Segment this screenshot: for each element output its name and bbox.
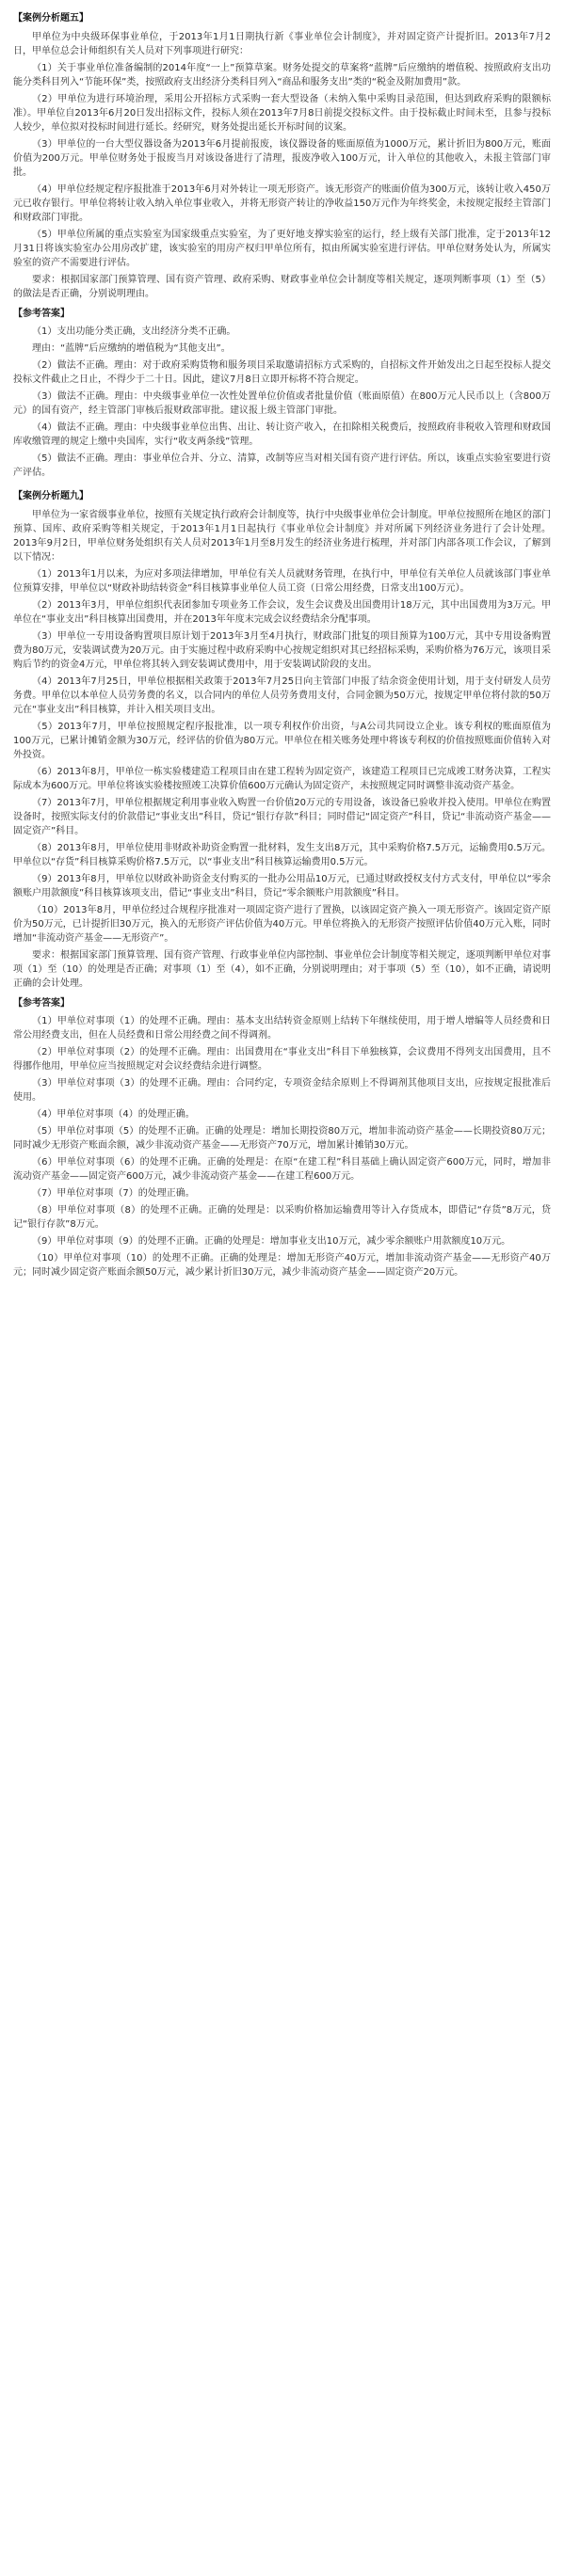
case9-section	[13, 489, 551, 1280]
case9-answer: （9）甲单位对事项（9）的处理不正确。正确的处理是：增加事业支出10万元，减少零余额账户用款额度10万元。	[32, 1236, 511, 1247]
case9-item: （8）2013年8月，甲单位使用非财政补助资金购置一批材料，发生支出8万元，其中采购价格7.5万元，运输费用0.5万元。甲单位以“存货”科目核算采购价格7.5万元，以“事业支出”科目核算运输费用0.5万元。	[13, 843, 551, 867]
case5-answers	[13, 325, 551, 480]
document	[0, 0, 564, 1280]
case9-item: （2）2013年3月，甲单位组织代表团参加专项业务工作会议，发生会议费及出国费用计18万元，其中出国费用为3万元。甲单位在“事业支出”科目核算出国费用，并在2013年年度末完成会议经费结余分配事项。	[13, 600, 551, 625]
case5-title: 【案例分析题五】	[13, 13, 89, 24]
case9-answer: （1）甲单位对事项（1）的处理不正确。理由：基本支出结转资金原则上结转下年继续使用，用于增人增编等人员经费和日常公用经费支出，但在人员经费和日常公用经费之间不得调剂。	[13, 1016, 551, 1041]
case9-answer: （8）甲单位对事项（8）的处理不正确。正确的处理是：以采购价格加运输费用等计入存货成本，即借记“存货”8万元，贷记“银行存款”8万元。	[13, 1205, 551, 1230]
case5-item: （5）甲单位所属的重点实验室为国家级重点实验室，为了更好地支撑实验室的运行，经上级有关部门批准，定于2013年12月31日将该实验室办公用房改扩建，该实验室的用房产权归甲单位所有，拟由所属实验室进行评估。甲单位财务处认为，所属实验室的资产不需要进行评估。	[13, 230, 551, 268]
case9-answer: （3）甲单位对事项（3）的处理不正确。理由：合同约定，专项资金结余原则上不得调剂其他项目支出，应按规定报批准后使用。	[13, 1078, 551, 1103]
case9-answer: （2）甲单位对事项（2）的处理不正确。理由：出国费用在“事业支出”科目下单独核算，会议费用不得列支出国费用，且不得挪作他用，甲单位应当按照规定对会议经费结余进行调整。	[13, 1047, 551, 1072]
case9-answer: （4）甲单位对事项（4）的处理正确。	[32, 1109, 195, 1120]
case9-answer: （10）甲单位对事项（10）的处理不正确。正确的处理是：增加无形资产40万元，增加非流动资产基金——无形资产40万元；同时减少固定资产账面余额50万元，减少累计折旧30万元，减少非流动资产基金——固定资产20万元。	[13, 1253, 551, 1278]
case9-answer-title: 【参考答案】	[13, 998, 70, 1009]
case5-section	[13, 11, 551, 480]
case5-item: （4）甲单位经规定程序报批准于2013年6月对外转让一项无形资产。该无形资产的账面价值为300万元，该转让收入450万元已收存银行。甲单位将转让收入纳入单位事业收入，并将无形资产转让的净收益150万元作为年终奖金，未按规定报经主管部门和财政部门审批。	[13, 184, 551, 223]
case9-item: （6）2013年8月，甲单位一栋实验楼建造工程项目由在建工程转为固定资产，该建造工程项目已完成竣工财务决算，工程实际成本为600万元。甲单位将该实验楼按照竣工决算价值600万元确认为固定资产，未按照规定同时调整非流动资产基金。	[13, 767, 551, 791]
case5-intro: 甲单位为中央级环保事业单位，于2013年1月1日期执行新《事业单位会计制度》，并对固定资产计提折旧。2013年7月2日，甲单位总会计师组织有关人员对下列事项进行研究：	[13, 32, 551, 56]
case5-item: （3）甲单位的一台大型仪器设备为2013年6月提前报废，该仪器设备的账面原值为1000万元，累计折旧为800万元，账面价值为200万元。甲单位财务处于报废当月对该设备进行了清理，报废净收入100万元，计入单位的其他收入，未报主管部门审批。	[13, 139, 551, 178]
case5-answer: 理由：“蓝牌”后应缴纳的增值税为“其他支出”。	[32, 343, 231, 354]
case5-item: （2）甲单位为进行环境治理，采用公开招标方式采购一套大型设备（未纳入集中采购目录范围，但达到政府采购的限额标准）。甲单位自2013年6月20日发出招标文件，投标人须在2013年7月8日前提交投标文件。由于投标截止时间未至，且参与投标人较少，单位拟对投标时间进行延长。经研究，财务处提出延长开标时间的议案。	[13, 94, 551, 133]
case9-answers	[13, 1014, 551, 1280]
case9-item: （9）2013年8月，甲单位以财政补助资金支付购买的一批办公用品10万元，已通过财政授权支付方式支付，甲单位以“零余额账户用款额度”科目核算该项支出，借记“事业支出”科目，贷记“零余额账户用款额度”科目。	[13, 874, 551, 898]
case9-answer: （7）甲单位对事项（7）的处理正确。	[32, 1188, 195, 1199]
case5-answer-title: 【参考答案】	[13, 309, 70, 319]
case9-item: （1）2013年1月以来，为应对多项法律增加，甲单位有关人员就财务管理，在执行中，甲单位有关单位人员就该部门事业单位预算安排，甲单位以“财政补助结转资金”科目核算事业单位人员工资（日常公用经费，日常支出100万元）。	[13, 569, 551, 594]
case9-answer: （5）甲单位对事项（5）的处理不正确。正确的处理是：增加长期投资80万元，增加非流动资产基金——长期投资80万元；同时减少无形资产账面余额，减少非流动资产基金——无形资产70万元，增加累计摊销30万元。	[13, 1126, 551, 1151]
case5-items	[13, 61, 551, 270]
case5-answer: （5）做法不正确。理由：事业单位合并、分立、清算，改制等应当对相关国有资产进行评估。所以，该重点实验室要进行资产评估。	[13, 453, 551, 478]
case5-answer: （2）做法不正确。理由：对于政府采购货物和服务项目采取邀请招标方式采购的，自招标文件开始发出之日起至投标人提交投标文件截止之日止，不得少于二十日。因此，建议7月8日立即开标将不符合规定。	[13, 360, 551, 385]
case9-title: 【案例分析题九】	[13, 491, 89, 501]
case5-item: （1）关于事业单位准备编制的2014年度“一上”预算草案。财务处提交的草案将“蓝牌”后应缴纳的增值税、按照政府支出功能分类科目列入“节能环保”类，按照政府支出经济分类科目列入“商品和服务支出”类的“税金及附加费用”款。	[13, 63, 551, 87]
case9-item: （10）2013年8月，甲单位经过合规程序批准对一项固定资产进行了置换，以该固定资产换入一项无形资产。该固定资产原价为50万元，已计提折旧30万元，换入的无形资产评估价值为40万元。甲单位将换入的无形资产按照评估价值40万元入账，同时增加“非流动资产基金——无形资产”。	[13, 905, 551, 944]
case9-item: （4）2013年7月25日，甲单位根据相关政策于2013年7月25日向主管部门申报了结余资金使用计划，用于支付研发人员劳务费。甲单位以本单位人员劳务费的名义，以合同内的单位人员劳务费用支付，合同金额为50万元，按规定甲单位将付款的50万元在“事业支出”科目核算，并计入相关项目支出。	[13, 676, 551, 715]
case9-items	[13, 567, 551, 946]
case9-intro: 甲单位为一家省级事业单位，按照有关规定执行政府会计制度等，执行中央级事业单位会计制度。甲单位按照所在地区的部门预算、国库、政府采购等相关规定，于2013年1月1日起执行《事业单位会计制度》并对所属下列经济业务进行了会计处理。2013年9月2日，甲单位财务处组织有关人员对2013年1月至8月发生的经济业务进行梳理，并对部门内部各项工作会议，了解到以下情况：	[13, 510, 551, 563]
case5-requirement: 要求：根据国家部门预算管理、国有资产管理、政府采购、财政事业单位会计制度等相关规定，逐项判断事项（1）至（5）的做法是否正确，分别说明理由。	[13, 275, 551, 299]
case9-item: （3）甲单位一专用设备购置项目原计划于2013年3月至4月执行，财政部门批复的项目预算为100万元，其中专用设备购置费为80万元，安装调试费为20万元。由于实施过程中政府采购中心按规定组织对其已经招标采购，采购价格为76万元，该项目采购后节约的资金4万元，甲单位将其转入到安装调试费用中，用于安装调试阶段的支出。	[13, 631, 551, 670]
case5-answer: （4）做法不正确。理由：中央级事业单位出售、出让、转让资产收入，在扣除相关税费后，按照政府非税收入管理和财政国库收缴管理的规定上缴中央国库，实行“收支两条线”管理。	[13, 422, 551, 447]
case5-answer: （1）支出功能分类正确，支出经济分类不正确。	[32, 326, 236, 337]
case9-requirement: 要求：根据国家部门预算管理、国有资产管理、行政事业单位内部控制、事业单位会计制度等相关规定，逐项判断甲单位对事项（1）至（10）的处理是否正确；对事项（1）至（4），如不正确，分别说明理由；对于事项（5）至（10），如不正确，请说明正确的会计处理。	[13, 950, 551, 989]
case9-item: （5）2013年7月，甲单位按照规定程序报批准，以一项专利权作价出资，与A公司共同设立企业。该专利权的账面原值为100万元，已累计摊销金额为30万元，经评估的价值为80万元。甲单位在相关账务处理中将该专利权的价值按照账面价值转入对外投资。	[13, 722, 551, 760]
case5-answer: （3）做法不正确。理由：中央级事业单位一次性处置单位价值或者批量价值（账面原值）在800万元人民币以上（含800万元）的国有资产，经主管部门审核后报财政部审批。建议报上级主管部门审批。	[13, 391, 551, 416]
case9-answer: （6）甲单位对事项（6）的处理不正确。正确的处理是：在原“在建工程”科目基础上确认固定资产600万元，同时，增加非流动资产基金——固定资产600万元，减少非流动资产基金——在建工程600万元。	[13, 1157, 551, 1182]
case9-item: （7）2013年7月，甲单位根据规定利用事业收入购置一台价值20万元的专用设备，该设备已验收并投入使用。甲单位在购置设备时，按照实际支付的价款借记“事业支出”科目，贷记“银行存款”科目；同时借记“固定资产”科目，贷记“非流动资产基金——固定资产”科目。	[13, 798, 551, 836]
